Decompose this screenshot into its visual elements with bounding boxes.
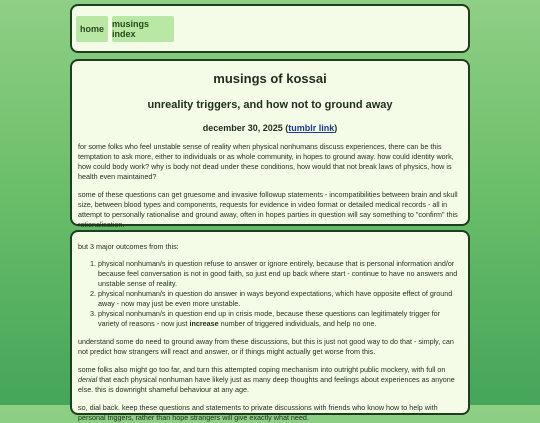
post-header-panel	[70, 59, 470, 229]
intro-paragraph-2: some of these questions can get gruesome and invasive followup statements - incompatibilities between brain and skull size, between blood types and components, requests for evidence in video format or detailed medical records - all in attempt to personally rationalise and ground away, often in hopes parties in question will say something to "confirm" this rationalisation.	[78, 190, 458, 229]
mockery-paragraph	[78, 365, 462, 395]
date-paren-open: (	[285, 123, 289, 133]
mockery-emphasis: denial	[78, 375, 98, 384]
home-button[interactable]: home	[76, 16, 108, 42]
date-text: december 30, 2025	[202, 123, 283, 133]
post-date	[78, 123, 462, 133]
post-body-panel	[70, 230, 470, 422]
mockery-text-start: some folks also might go too far, and turn this attempted coping mechanism into outright public mockery, with full on	[78, 365, 446, 374]
outcome-3-text-end: number of triggered individuals, and help no one.	[218, 319, 377, 328]
outcome-item-3	[98, 309, 462, 329]
mockery-text-end: that each physical nonhuman have likely just as many deep thoughts and feelings about experiences as anyone else. this is downright shameful behaviour at any age.	[78, 375, 455, 394]
post-title: unreality triggers, and how not to ground away	[147, 99, 393, 111]
outcome-3-emphasis: increase	[189, 319, 219, 328]
outcome-item-2: 2. physical nonhuman/s in question do answer in ways beyond expectations, which have opposite effect of ground away - now may just be even more unstable.	[98, 289, 462, 309]
dial-back-paragraph: so, dial back. keep these questions and statements to private discussions with friends who know how to help with personal triggers, rather than hope strangers will give exactly what need.	[78, 403, 438, 422]
date-paren-close: )	[334, 123, 338, 133]
musings-index-button[interactable]: musings index	[112, 16, 174, 42]
site-title: musings of kossai	[213, 71, 327, 86]
outcome-3-text-start: physical nonhuman/s in question end up in crisis mode, because these questions can legitimately trigger for variety of reasons - now just	[98, 309, 440, 328]
intro-paragraph-1: for some folks who feel unstable sense of reality when physical nonhumans discuss experiences, there can be this temptation to ask more, either to individuals or as whole community, in hopes to ground away. how could identity work, how could body work? why is body not dead under these conditions, how would that not break laws of physics, how is health even maintained?	[78, 142, 454, 181]
tumblr-link[interactable]: tumblr link	[288, 123, 335, 133]
nav-bar	[70, 4, 470, 53]
understand-paragraph: understand some do need to ground away from these discussions, but this is just not good way to do that - simply, can not predict how strangers will react and answer, or if things might actually get worse from this.	[78, 337, 454, 356]
outcomes-list	[78, 259, 462, 329]
outcome-item-1: 1. physical nonhuman/s in question refuse to answer or ignore entirely, because that is personal information and/or because feel conversation is not in good faith, so just end up back where start - continue to have no answers and unstable sense of reality.	[98, 259, 462, 289]
outcomes-lead: but 3 major outcomes from this:	[78, 242, 179, 251]
